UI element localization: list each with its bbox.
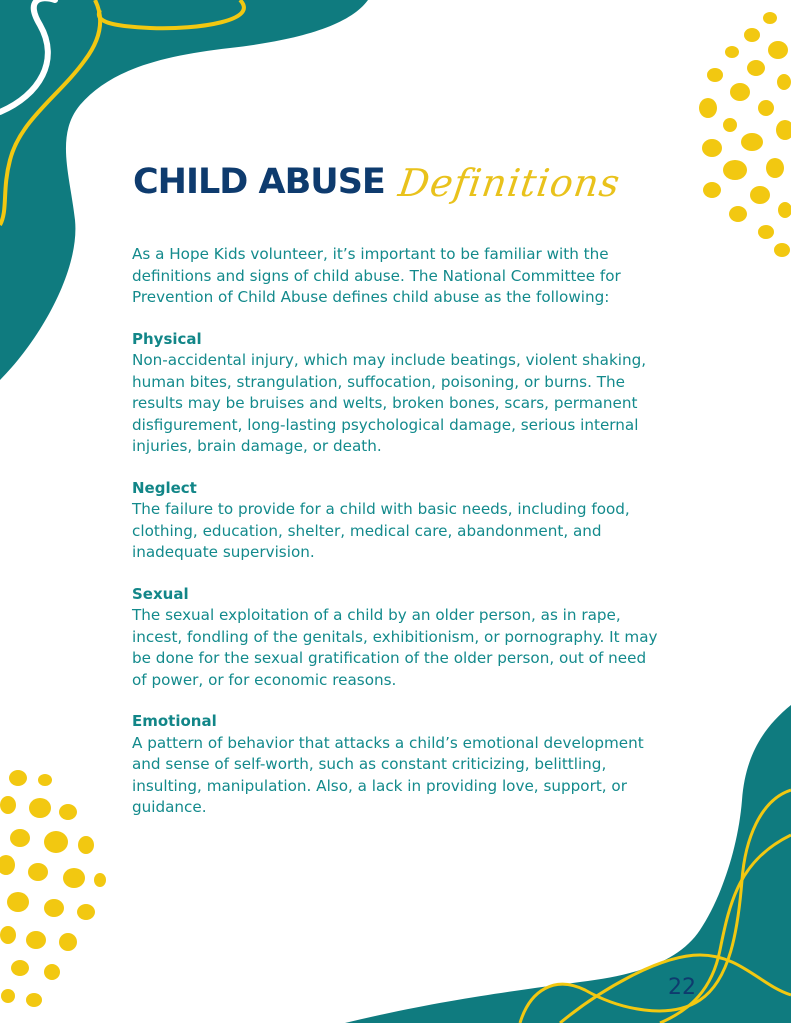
page-title: CHILD ABUSE bbox=[133, 162, 385, 202]
section-title: Emotional bbox=[132, 712, 217, 730]
section-body: The sexual exploitation of a child by an older person, as in rape, incest, fondling of the genitals, exhibitionism, or pornography. It may be done for the sexual gratification of the older person, out of need of power, or for economic reasons. bbox=[132, 606, 658, 689]
section-body: The failure to provide for a child with basic needs, including food, clothing, education, shelter, medical care, abandonment, and inadequate supervision. bbox=[132, 500, 630, 561]
section-sexual bbox=[132, 584, 662, 692]
section-physical bbox=[132, 329, 662, 458]
section-body: Non-accidental injury, which may include beatings, violent shaking, human bites, strangulation, suffocation, poisoning, or burns. The results may be bruises and welts, broken bones, scars, permanent disfigurement, long-lasting psychological damage, serious internal injuries, brain damage, or death. bbox=[132, 351, 647, 455]
section-title: Physical bbox=[132, 329, 202, 348]
page-title-script: Definitions bbox=[395, 161, 624, 205]
intro-paragraph: As a Hope Kids volunteer, it’s important to be familiar with the definitions and signs of child abuse. The National Committee for Prevention of Child Abuse defines child abuse as the following: bbox=[132, 245, 621, 306]
section-body: A pattern of behavior that attacks a child’s emotional development and sense of self-worth, such as constant criticizing, belittling, insulting, manipulation. Also, a lack in providing love, support, or guidance. bbox=[132, 733, 644, 816]
section-title: Neglect bbox=[132, 478, 197, 497]
section-neglect bbox=[132, 478, 662, 564]
top-right-dot-cluster bbox=[699, 12, 791, 257]
bottom-left-dot-cluster bbox=[0, 770, 106, 1007]
main-content bbox=[132, 244, 662, 839]
page-heading bbox=[133, 161, 624, 205]
section-emotional bbox=[132, 711, 662, 819]
section-title: Sexual bbox=[132, 584, 189, 603]
page-number: 22 bbox=[668, 975, 696, 1000]
